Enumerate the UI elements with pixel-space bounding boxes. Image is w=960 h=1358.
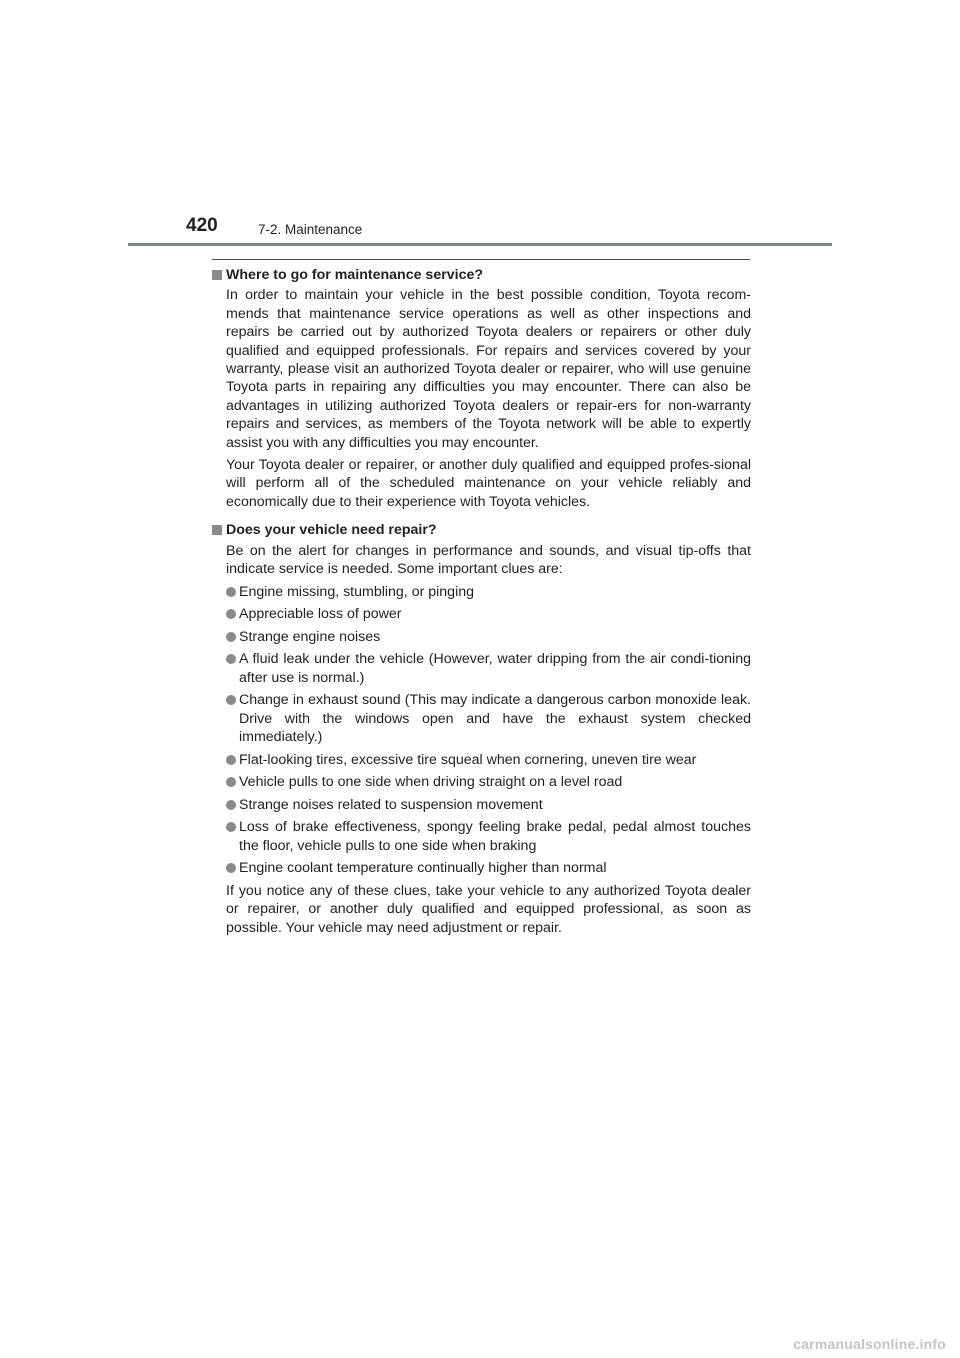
repair-clues-list	[212, 583, 751, 878]
circle-bullet-icon	[226, 755, 236, 765]
list-item: Appreciable loss of power	[212, 605, 751, 623]
list-item: Change in exhaust sound (This may indicate a dangerous carbon monoxide leak. Drive with the windows open and have the exhaust system checked immediately.)	[212, 691, 751, 746]
heading-maintenance-service: Where to go for maintenance service?	[212, 266, 751, 284]
section-divider	[212, 259, 750, 260]
circle-bullet-icon	[226, 654, 236, 664]
page-content	[212, 266, 751, 941]
list-item: Flat-looking tires, excessive tire squeal when cornering, uneven tire wear	[212, 751, 751, 769]
paragraph-repair-intro: Be on the alert for changes in performance and sounds, and visual tip-offs that indicate service is needed. Some important clues are:	[226, 542, 751, 578]
list-item: Vehicle pulls to one side when driving straight on a level road	[212, 773, 751, 791]
watermark-text: carmanualsonline.info	[793, 1336, 946, 1352]
page-number: 420	[186, 215, 218, 236]
list-item: Engine missing, stumbling, or pinging	[212, 583, 751, 601]
paragraph-repair-closing: If you notice any of these clues, take your vehicle to any authorized Toyota dealer or repairer, or another duly qualified and equipped professional, as soon as possible. Your vehicle may need adjustment or repair.	[226, 883, 751, 936]
paragraph-maintenance-2: Your Toyota dealer or repairer, or another duly qualified and equipped profes-sional will perform all of the scheduled maintenance on your vehicle reliably and economically due to their experience with Toyota vehicles.	[226, 457, 751, 510]
circle-bullet-icon	[226, 863, 236, 873]
circle-bullet-icon	[226, 609, 236, 619]
square-bullet-icon	[212, 525, 222, 535]
list-item: Strange engine noises	[212, 628, 751, 646]
list-item: Loss of brake effectiveness, spongy feeling brake pedal, pedal almost touches the floor, vehicle pulls to one side when braking	[212, 818, 751, 855]
paragraph-maintenance-1: In order to maintain your vehicle in the best possible condition, Toyota recom-mends that maintenance service operations as well as other inspections and repairs be carried out by authorized Toyota dealers or repairers or other duly qualified and equipped professionals. For repairs and services covered by your warranty, please visit an authorized Toyota dealer or repairer, who will use genuine Toyota parts in repairing any difficulties you may encounter. There can also be advantages in utilizing authorized Toyota dealers or repair-ers for non-warranty repairs and services, as members of the Toyota network will be able to expertly assist you with any difficulties you may encounter.	[226, 287, 751, 451]
circle-bullet-icon	[226, 695, 236, 705]
square-bullet-icon	[212, 270, 222, 280]
heading-need-repair: Does your vehicle need repair?	[212, 521, 751, 539]
circle-bullet-icon	[226, 800, 236, 810]
circle-bullet-icon	[226, 777, 236, 787]
circle-bullet-icon	[226, 822, 236, 832]
list-item: Strange noises related to suspension movement	[212, 796, 751, 814]
header-rule	[128, 243, 832, 246]
list-item: Engine coolant temperature continually higher than normal	[212, 859, 751, 877]
circle-bullet-icon	[226, 587, 236, 597]
list-item: A fluid leak under the vehicle (However, water dripping from the air condi-tioning after use is normal.)	[212, 650, 751, 687]
circle-bullet-icon	[226, 632, 236, 642]
section-title: 7-2. Maintenance	[258, 222, 363, 237]
